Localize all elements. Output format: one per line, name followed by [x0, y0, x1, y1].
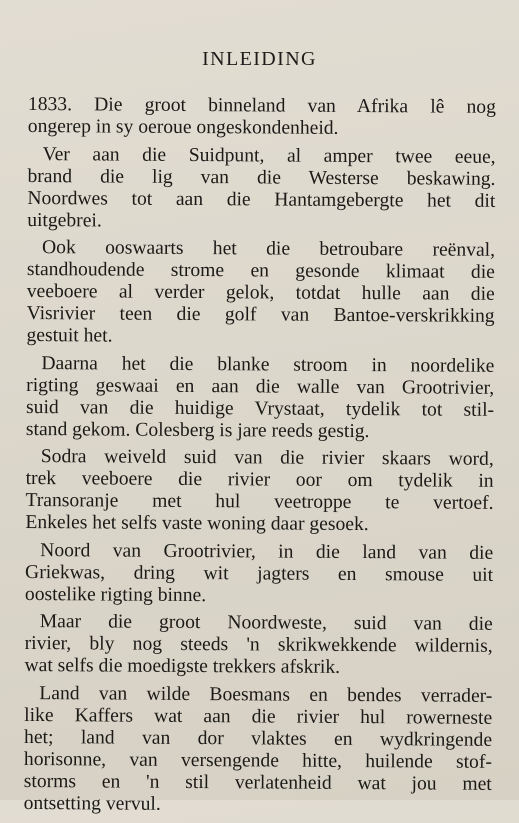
- body-text: [24, 94, 496, 823]
- text-line: ontsetting vervul.: [23, 792, 161, 815]
- paragraph: [25, 539, 493, 608]
- paragraph: [25, 446, 494, 537]
- paragraph: [26, 352, 495, 443]
- text-line: Transoranje met hul veetroppe te vertoef.: [25, 489, 494, 514]
- paragraph: [27, 143, 496, 234]
- text-line: Sodra weiveld suid van die rivier skaars word,: [40, 446, 494, 470]
- text-line: wat selfs die moedigste trekkers afskrik.: [24, 654, 341, 678]
- text-line: uitgebrei.: [27, 209, 102, 231]
- text-line: Noord van Grootrivier, in die land van die: [40, 539, 494, 564]
- text-line: Ver aan die Suidpunt, al amper twee eeue,: [42, 143, 496, 168]
- text-line: like Kaffers wat aan die rivier hul rowerneste: [24, 704, 493, 729]
- text-line: Ook ooswaarts het die betroubare reënval,: [41, 237, 496, 261]
- text-line: veeboere al verder gelok, totdat hulle aan die: [26, 280, 495, 305]
- text-line: gestuit het.: [26, 324, 113, 347]
- paragraph: [28, 94, 496, 141]
- text-line: horisonne, van versengende hitte, huilende stof-: [23, 748, 492, 773]
- text-line: stand gekom. Colesberg is jare reeds gestig.: [25, 418, 370, 442]
- text-line: Enkeles het selfs vaste woning daar gesoek.: [25, 511, 369, 536]
- text-line: het; land van dor vlaktes en wydkringende: [24, 726, 493, 751]
- paragraph: [24, 611, 492, 680]
- text-line: Land van wilde Boesmans en bendes verrader-: [39, 682, 493, 707]
- paragraph: [24, 682, 493, 817]
- text-line: Visrivier teen die golf van Bantoe-verskrikking: [26, 302, 495, 327]
- text-line: oostelike rigting binne.: [24, 583, 207, 606]
- text-line: Daarna het die blanke stroom in noordelike: [41, 352, 495, 377]
- text-line: rivier, bly nog steeds 'n skrikwekkende wildernis,: [24, 632, 493, 657]
- text-line: storms en 'n stil verlatenheid wat jou met: [23, 770, 492, 795]
- text-line: brand die lig van die Westerse beskawing.: [27, 165, 496, 190]
- text-line: 1833. Die groot binneland van Afrika lê nog: [27, 94, 496, 118]
- paragraph: [26, 237, 495, 350]
- chapter-title: INLEIDING: [202, 48, 317, 70]
- text-line: trek veeboere die rivier oor om tydelik in: [25, 467, 494, 492]
- text-line: Griekwas, dring wit jagters en smouse uit: [25, 561, 494, 586]
- text-line: ongerep in sy oeroue ongeskondenheid.: [27, 115, 339, 139]
- text-line: Noordwes tot aan die Hantamgebergte het dit: [27, 187, 496, 212]
- text-line: standhoudende strome en gesonde klimaat die: [26, 258, 495, 283]
- text-line: Maar die groot Noordweste, suid van die: [39, 611, 493, 635]
- text-line: suid van die huidige Vrystaat, tydelik tot stil-: [26, 396, 495, 421]
- text-line: rigting geswaai en aan die walle van Grootrivier,: [26, 374, 495, 399]
